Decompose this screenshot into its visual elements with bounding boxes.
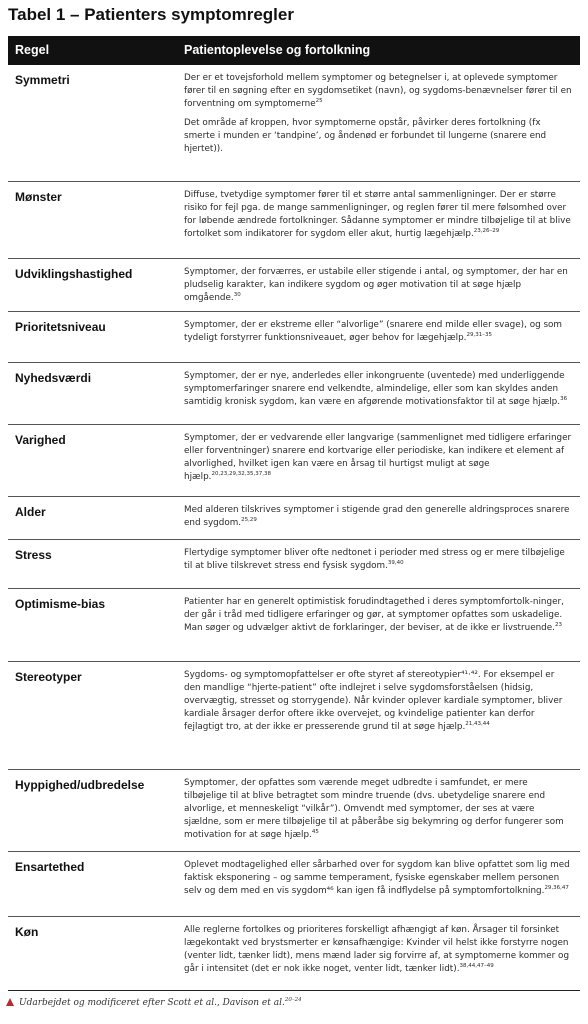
table-row: [8, 588, 580, 662]
paragraph-text: Alle reglerne fortolkes og prioriteres forskelligt afhængigt af køn. Årsager til forsinket lægekontakt ved brystsmerter er kønsafhængige: Kvinder vil helst ikke forstyrre nogen (venter lidt, tænker lidt), mens mænd lader sig forvirre af, at symptomerne kommer og går i intensitet (det er nok ikke noget, venter lidt, tænker lidt).: [184, 925, 570, 974]
rule-name: Køn: [15, 925, 39, 939]
description-paragraph: [184, 924, 572, 976]
reference-superscript: 20,23,29,32,35,37,38: [211, 470, 271, 477]
rule-description: [184, 596, 572, 641]
reference-superscript: 21,43,44: [465, 720, 490, 727]
reference-superscript: 25: [315, 97, 323, 104]
paragraph-text: Oplevet modtagelighed eller sårbarhed over for sygdom kan blive opfattet som lig med faktisk eksponering – og samme temperament, fysiske egenskaber mellem personen selv og dem med en vis sygdom⁴⁶ kan igen få indflydelse på symptomfortolkning.: [184, 860, 570, 896]
description-paragraph: [184, 266, 572, 305]
description-paragraph: [184, 189, 572, 241]
description-paragraph: [184, 117, 572, 156]
footnote: [6, 998, 302, 1008]
table-row: [8, 496, 580, 540]
description-paragraph: [184, 669, 572, 734]
paragraph-text: Der er et tovejsforhold mellem symptomer og betegnelser i, at oplevede symptomer fører til en søgning efter en sygdomsetiket (navn), og sygdoms-benævnelser fører til en forventning om symptomerne: [184, 73, 572, 109]
reference-superscript: 23,26–29: [473, 227, 500, 234]
description-paragraph: [184, 859, 572, 898]
paragraph-text: Med alderen tilskrives symptomer i stigende grad den generelle aldringsproces snarere end sygdom.: [184, 505, 570, 528]
rule-name: Nyhedsværdi: [15, 371, 92, 385]
description-paragraph: [184, 596, 572, 635]
rule-name: Optimisme-bias: [15, 597, 106, 611]
description-paragraph: [184, 370, 572, 409]
reference-superscript: 29,31–35: [466, 331, 492, 338]
footnote-refs: 20–24: [284, 997, 302, 1003]
symptom-rules-table: [8, 36, 580, 991]
table-row: [8, 65, 580, 181]
paragraph-text: Patienter har en generelt optimistisk forudindtagethed i deres symptomfortolk-ninger, der går i tråd med tidligere erfaringer og gør, at symptomer opfattes som uskadelige. Man søger og udvælger aktivt de forklaringer, der beviser, at de ikke er livstruende.: [184, 597, 564, 633]
rule-name: Udviklingshastighed: [15, 267, 133, 281]
paragraph-text: Det område af kroppen, hvor symptomerne opstår, påvirker deres fortolkning (fx smerte i munden er ‘tandpine’, og åndenød er forbundet til lungerne (snarere end hjertet)).: [184, 117, 547, 154]
table-row: [8, 769, 580, 852]
rule-description: [184, 777, 572, 848]
description-paragraph: [184, 547, 572, 573]
rule-name: Prioritetsniveau: [15, 320, 106, 334]
rule-description: [184, 370, 572, 415]
rule-description: [184, 924, 572, 982]
table-row: [8, 539, 580, 589]
table-row: [8, 851, 580, 917]
rule-name: Stereotyper: [15, 670, 82, 684]
description-paragraph: [184, 72, 572, 111]
rule-name: Hyppighed/udbredelse: [15, 778, 145, 792]
rule-description: [184, 547, 572, 579]
table-header: [8, 36, 580, 65]
rule-name: Mønster: [15, 190, 62, 204]
rule-description: [184, 432, 572, 490]
paragraph-text: Diffuse, tvetydige symptomer fører til et større antal sammenligninger. Der er større risiko for fejl pga. de mange sammenligninger, og reglen fører til mere følsomhed over for løbende ændrede fortolkninger. Sådanne symptomer er mindre tilbøjelige til at blive fortolket som indikatorer for sygdom eller akut, hurtig lægehjælp.: [184, 190, 571, 239]
rule-name: Varighed: [15, 433, 66, 447]
rule-description: [184, 669, 572, 740]
description-paragraph: [184, 319, 572, 345]
rule-description: [184, 859, 572, 904]
rule-name: Alder: [15, 505, 46, 519]
rule-name: Symmetri: [15, 73, 70, 87]
table-row: [8, 661, 580, 770]
rule-description: [184, 319, 572, 351]
header-text: Patientoplevelse og fortolkning: [184, 43, 371, 57]
rule-description: [184, 504, 572, 536]
table-row: [8, 424, 580, 497]
reference-superscript: 30: [233, 291, 241, 298]
table-title: Tabel 1 – Patienters symptomregler: [8, 5, 294, 24]
reference-superscript: 29,36,47: [544, 884, 569, 891]
rule-name: Stress: [15, 548, 52, 562]
rule-description: [184, 72, 572, 161]
paragraph-text: Flertydige symptomer bliver ofte nedtonet i perioder med stress og er mere tilbøjelige til at blive tilskrevet stress end fysisk sygdom.: [184, 548, 565, 571]
triangle-icon: [6, 998, 14, 1006]
table-row: [8, 362, 580, 425]
description-paragraph: [184, 504, 572, 530]
paragraph-text: Symptomer, der opfattes som værende meget udbredte i samfundet, er mere tilbøjelige til at blive betragtet som mindre truende (dvs. ubetydelige snarere end alvorlige, et menneskeligt “vilkår”). Omvendt med symptomer, der ses at være sjældne, som er mere tilbøjelige til at påberåbe sig bekymring og derfor fungerer som motivation for at søge hjælp.: [184, 778, 564, 840]
rule-name: Ensartethed: [15, 860, 85, 874]
paragraph-text: Sygdoms- og symptomopfattelser er ofte styret af stereotypier⁴¹·⁴². For eksempel er den mandlige “hjerte-patient” ofte indlejret i selve sygdomsforståelsen (hidsig, overvægtig, stresset og storrygende). Når kvinder oplever kardiale symptomer, bliver kardiale årsager derfor oftere ikke overvejet, og kvindelige patienter kan derfor fejlagtigt tro, at der ikke er presserende grund til at søge hjælp.: [184, 670, 563, 732]
paragraph-text: Symptomer, der er nye, anderledes eller inkongruente (uventede) med underliggende symptomerfaringer snarere end velkendte, almindelige, eller som kan skyldes anden samtidig kronisk sygdom, kan være en afgørende motivationsfaktor til at søge hjælp.: [184, 371, 565, 407]
reference-superscript: 36: [560, 395, 568, 402]
table-row: [8, 916, 580, 991]
table-row: [8, 258, 580, 312]
reference-superscript: 45: [311, 828, 319, 835]
description-paragraph: [184, 432, 572, 484]
rule-description: [184, 189, 572, 247]
paragraph-text: Symptomer, der er ekstreme eller “alvorlige” (snarere end milde eller svage), og som tydeligt forstyrrer funktionsniveauet, øger behov for lægehjælp.: [184, 320, 562, 343]
description-paragraph: [184, 777, 572, 842]
paragraph-text: Symptomer, der er vedvarende eller langvarige (sammenlignet med tidligere erfaringer eller forventninger) snarere end kortvarige eller periodiske, kan indikere et element af alvorlighed, hvilket igen kan være en årsag til hurtigst muligt at søge hjælp.: [184, 433, 572, 482]
paragraph-text: Symptomer, der forværres, er ustabile eller stigende i antal, og symptomer, der har en pludselig karakter, kan indikere sygdom og øger motivation til at søge hjælp omgående.: [184, 267, 568, 303]
reference-superscript: 23: [554, 621, 562, 628]
header-rule: Regel: [15, 43, 50, 57]
reference-superscript: 39,40: [387, 559, 404, 566]
table-row: [8, 311, 580, 363]
footnote-text: Udarbejdet og modificeret efter Scott et al., Davison et al.: [19, 998, 285, 1008]
rule-description: [184, 266, 572, 311]
reference-superscript: 38,44,47–49: [459, 962, 494, 969]
table-row: [8, 181, 580, 259]
reference-superscript: 25,29: [241, 516, 257, 523]
